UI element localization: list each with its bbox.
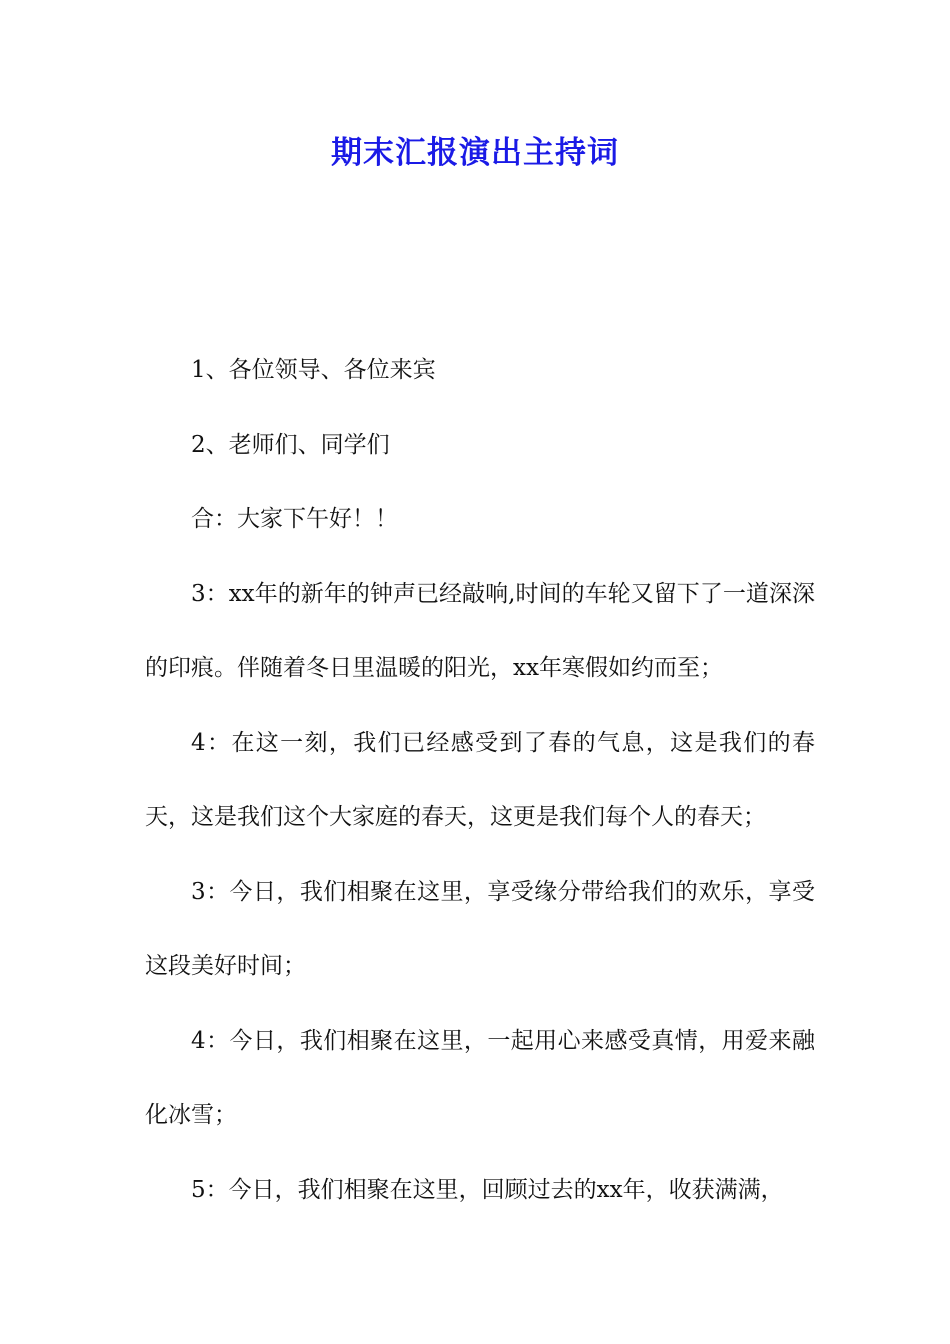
document-body [145, 333, 815, 1227]
paragraph-1: 1、各位领导、各位来宾 [191, 357, 436, 383]
paragraph-3: 合：大家下午好！！ [191, 506, 398, 532]
paragraph-4: 3：xx年的新年的钟声已经敲响,时间的车轮又留下了一道深深的印痕。伴随着冬日里温暖的阳光，xx年寒假如约而至； [145, 580, 815, 681]
paragraph-2: 2、老师们、同学们 [191, 431, 390, 458]
paragraph-8: 5：今日，我们相聚在这里，回顾过去的xx年，收获满满， [191, 1176, 784, 1203]
paragraph-6: 3：今日，我们相聚在这里，享受缘分带给我们的欢乐，享受这段美好时间； [145, 878, 815, 979]
paragraph-7: 4：今日，我们相聚在这里，一起用心来感受真情，用爱来融化冰雪； [145, 1027, 815, 1128]
page-title: 期末汇报演出主持词 [331, 135, 619, 171]
paragraph-5: 4：在这一刻，我们已经感受到了春的气息，这是我们的春天，这是我们这个大家庭的春天，这更是我们每个人的春天； [145, 729, 815, 830]
